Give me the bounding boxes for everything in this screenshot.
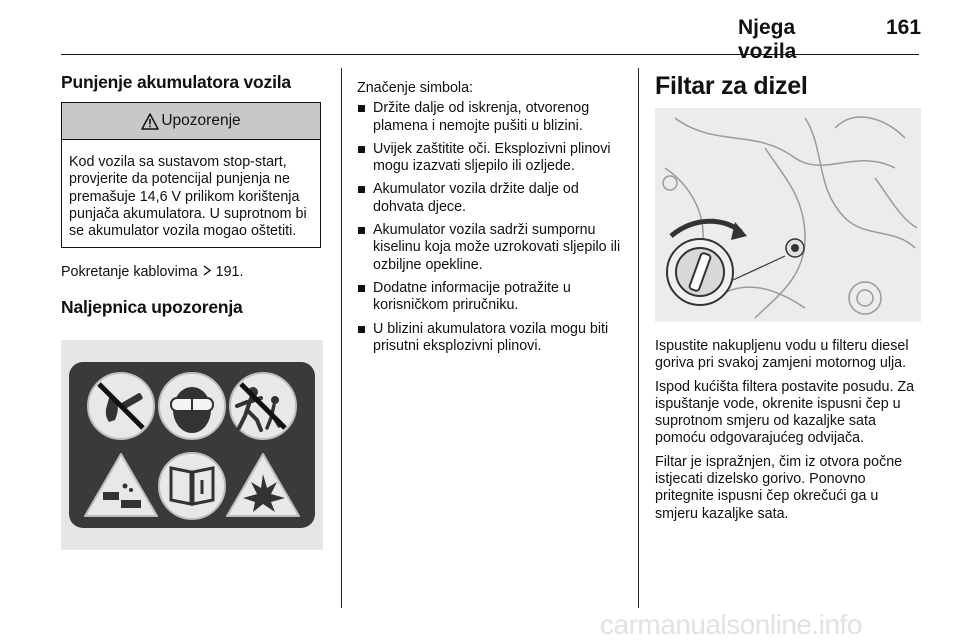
symbol-meaning-list	[357, 100, 627, 355]
subheading-warning-label: Naljepnica upozorenja	[61, 296, 243, 317]
column-battery-charging	[61, 72, 323, 327]
crossref-page-link[interactable]: 191.	[215, 264, 244, 281]
column-divider	[638, 68, 639, 608]
running-header-title: Njega vozila	[738, 16, 797, 63]
list-item: U blizini akumulatora vozila mogu biti prisutni eksplozivni plinovi.	[357, 321, 627, 356]
no-fire-smoking-icon	[88, 373, 154, 439]
list-item: Dodatne informacije potražite u korisničkom priručniku.	[357, 280, 627, 315]
bullet-square-icon	[358, 146, 365, 153]
warning-box	[61, 102, 321, 248]
diesel-paragraph: Ispod kućišta filtera postavite posudu. Za ispuštanje vode, okrenite ispusni čep u suprotnom smjeru od kazaljke sata pomoću odgovarajućeg odvijača.	[655, 378, 915, 447]
page-reference-arrow-icon	[202, 264, 212, 281]
diesel-filter-text	[655, 338, 921, 523]
column-diesel-filter	[655, 72, 921, 110]
diesel-filter-illustration	[655, 108, 921, 322]
keep-children-away-icon	[230, 373, 296, 439]
bullet-square-icon	[358, 227, 365, 234]
warning-header	[62, 103, 320, 140]
bullet-square-icon	[358, 326, 365, 333]
warning-text: Kod vozila sa sustavom stop-start, provjerite da potencijal punjenja ne premašuje 14,6 V prilikom korištenja punjača akumulatora. U suprotnom bi se akumulator vozila mogao oštetiti.	[69, 154, 307, 240]
column-divider	[341, 68, 342, 608]
list-item: Držite dalje od iskrenja, otvorenog plamena i nemojte pušiti u blizini.	[357, 100, 627, 135]
bullet-square-icon	[358, 285, 365, 292]
warning-title: Upozorenje	[161, 112, 241, 129]
bullet-square-icon	[358, 186, 365, 193]
list-item: Akumulator vozila držite dalje od dohvata djece.	[357, 181, 627, 216]
page-number: 161	[886, 16, 922, 39]
diesel-paragraph: Filtar je ispražnjen, čim iz otvora počne istjecati dizelsko gorivo. Ponovno pritegnite ispusni čep okrečući ga u smjeru kazaljke sata.	[655, 453, 903, 522]
column-symbol-meanings	[357, 80, 627, 361]
diesel-paragraph: Ispustite nakupljenu vodu u filteru diesel goriva pri svakoj zamjeni motornog ulja.	[655, 338, 909, 372]
bullet-square-icon	[358, 105, 365, 112]
read-manual-icon	[159, 453, 225, 519]
section-heading: Punjenje akumulatora vozila	[61, 72, 291, 92]
list-item: Akumulator vozila sadrži sumpornu kiselinu koja može uzrokovati sljepilo ili ozbiljne opekline.	[357, 222, 627, 274]
diesel-filter-heading: Filtar za dizel	[655, 72, 808, 100]
list-item: Uvijek zaštitite oči. Eksplozivni plinovi mogu izazvati sljepilo ili ozljede.	[357, 141, 627, 176]
symbols-intro: Značenje simbola:	[357, 80, 474, 96]
warning-triangle-icon	[141, 113, 159, 130]
crossref-paragraph	[61, 264, 323, 281]
battery-warning-label-figure	[61, 340, 323, 550]
header-rule	[61, 54, 919, 55]
crossref-text: Pokretanje kablovima	[61, 264, 198, 281]
watermark: carmanualsonline.info	[600, 609, 862, 640]
eye-protection-icon	[159, 373, 225, 439]
